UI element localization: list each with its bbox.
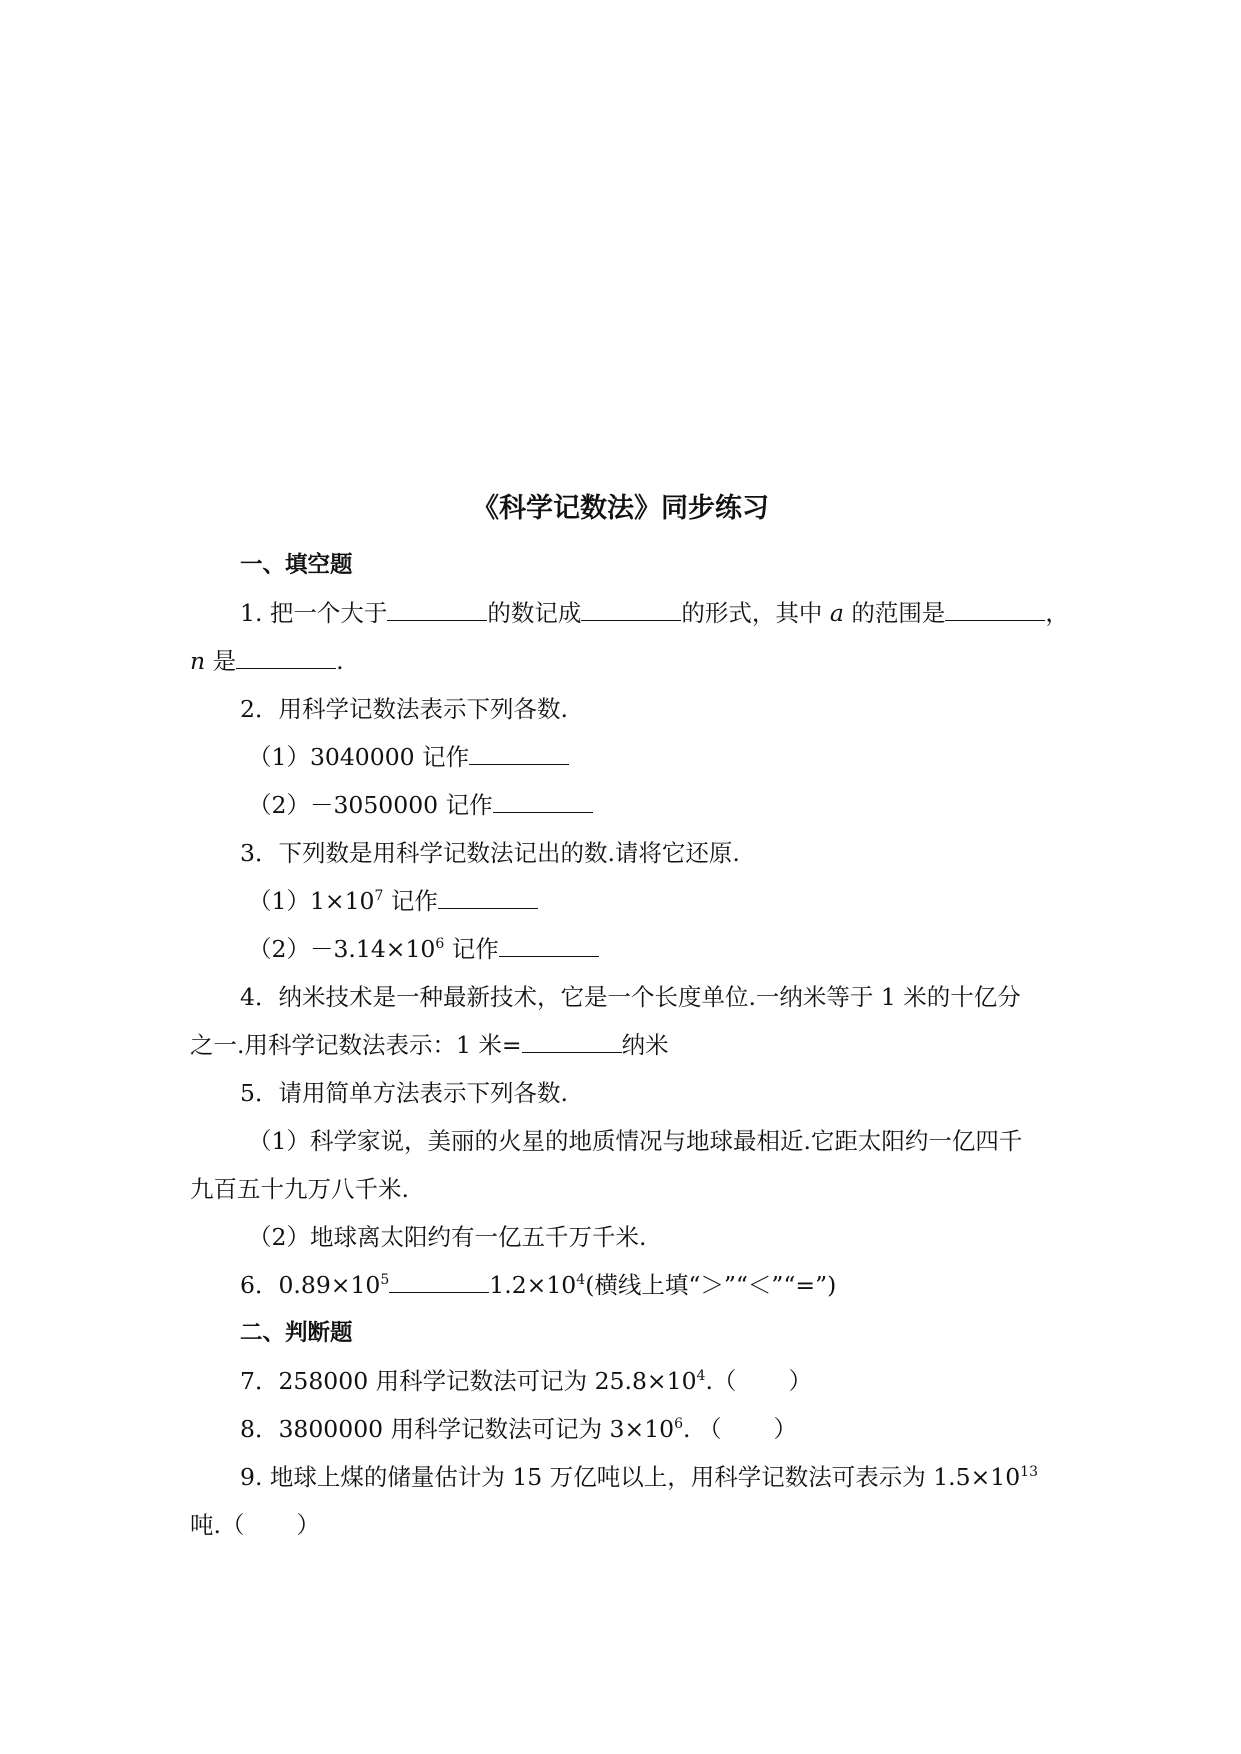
question-5-item-2: （2）地球离太阳约有一亿五千万千米. [248,1223,647,1251]
answer-blank[interactable] [389,1270,489,1293]
question-3-item-2: $(2)-3.14\times 10^6$ 记作 [0,934,1241,964]
question-5-item-1-line-2: 九百五十九万八千米. [190,1175,409,1203]
question-3-stem: 3．下列数是用科学记数法记出的数.请将它还原. [240,839,740,867]
answer-blank[interactable] [493,790,593,813]
section-heading-fill-in: 一、填空题 [240,552,353,578]
question-5-item-1-line-1: （1）科学家说，美丽的火星的地质情况与地球最相近.它距太阳约一亿四千 [248,1127,1023,1155]
answer-blank[interactable] [438,886,538,909]
answer-blank[interactable] [581,598,681,621]
question-5-stem: 5．请用简单方法表示下列各数. [240,1079,568,1107]
question-2-item-1: （1）3040000 记作 [0,742,1241,772]
question-4-line-2: 之一.用科学记数法表示：1 米= 纳米 [190,1031,669,1059]
question-3-item-1: $(1)1\times 10^7$ 记作 [0,886,1241,916]
question-7: 7．258000 用科学记数法可记为 $25.8\times 10^4$.（ ） [240,1367,812,1395]
section-heading-true-false: 二、判断题 [240,1320,353,1346]
question-8: 8．3800000 用科学记数法可记为 $3\times 10^6$. （ ） [240,1415,797,1443]
question-1-line-1: 1. 把一个大于 的数记成 的形式，其中 a 的范围是 ， [240,599,1069,627]
question-2-stem: 2．用科学记数法表示下列各数. [240,695,568,723]
question-9-line-1: 9. 地球上煤的储量估计为 15 万亿吨以上，用科学记数法可表示为 $1.5\times 10^{13}$ [240,1463,1038,1491]
question-4-line-1: 4．纳米技术是一种最新技术，它是一个长度单位.一纳米等于 1 米的十亿分 [240,983,1021,1011]
answer-blank[interactable] [522,1030,622,1053]
answer-blank[interactable] [387,598,487,621]
answer-blank[interactable] [469,742,569,765]
answer-blank[interactable] [945,598,1045,621]
answer-blank[interactable] [499,934,599,957]
question-6: 6．$0.89\times 10^5$ $1.2\times 10^4$(横线上填“＞”“＜”“=”) [240,1271,837,1299]
question-2-item-2: （2）－3050000 记作 [0,790,1241,820]
answer-blank[interactable] [236,646,336,669]
question-9-line-2: 吨.（ ） [190,1511,320,1539]
question-1-line-2: n 是 . [190,647,344,675]
page-title: 《科学记数法》同步练习 [472,493,769,524]
